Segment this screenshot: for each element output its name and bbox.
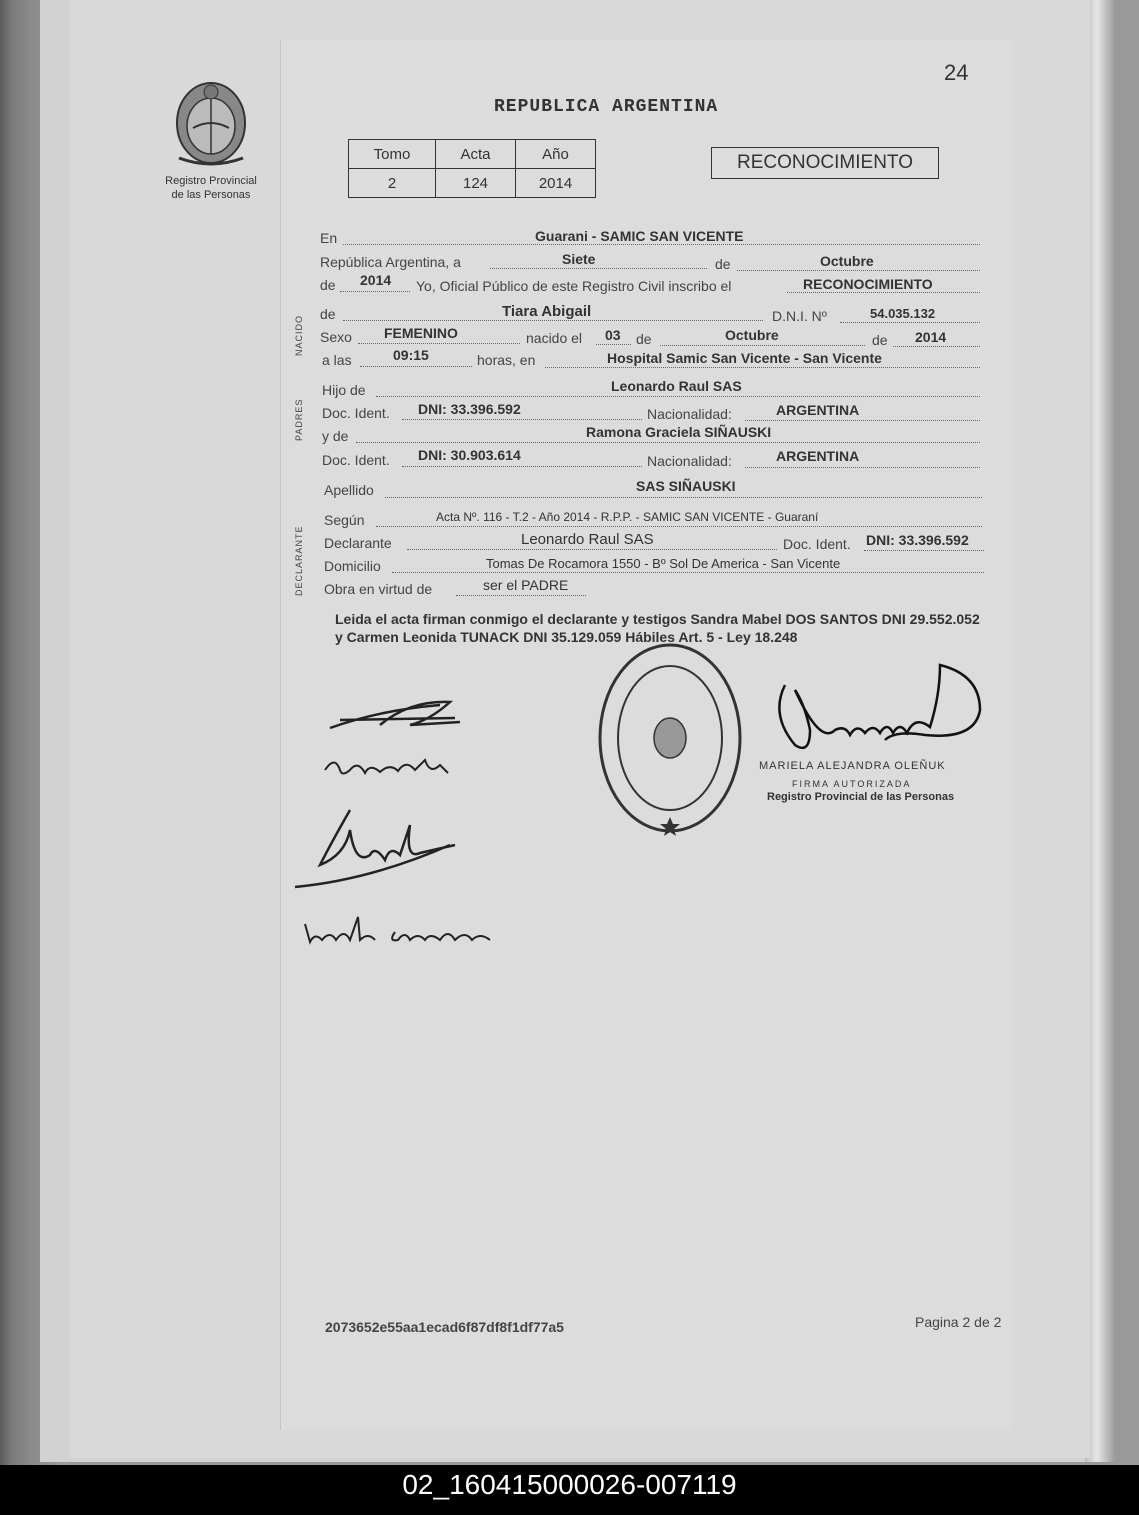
value-obra: ser el PADRE — [483, 577, 569, 593]
act-type-box: RECONOCIMIENTO — [711, 147, 939, 179]
registry-stamp-icon — [596, 641, 746, 836]
dots — [737, 270, 980, 271]
dots — [407, 549, 777, 550]
label-de-dia: de — [636, 331, 652, 347]
value-nac-anio: 2014 — [915, 329, 947, 345]
dots — [545, 367, 980, 368]
value-mes: Octubre — [820, 253, 874, 269]
value-acta: 124 — [436, 169, 516, 198]
label-de-mes: de — [715, 256, 731, 272]
label-hijo-de: Hijo de — [322, 382, 366, 398]
label-de-nombre: de — [320, 306, 336, 322]
label-y-de: y de — [322, 428, 349, 444]
dots — [745, 467, 980, 468]
value-tomo: 2 — [349, 169, 436, 198]
dots — [343, 244, 980, 245]
dots — [490, 268, 707, 269]
value-tipo: RECONOCIMIENTO — [803, 276, 933, 292]
dots — [745, 420, 980, 421]
dots — [385, 497, 982, 498]
label-nacionalidad: Nacionalidad: — [647, 406, 732, 422]
file-id-bar — [0, 1465, 1139, 1515]
page-indicator: Pagina 2 de 2 — [915, 1314, 1002, 1330]
value-anio: 2014 — [516, 169, 596, 198]
label-domicilio: Domicilio — [324, 558, 381, 574]
dots — [340, 291, 410, 292]
header-tomo: Tomo — [349, 140, 436, 169]
value-apellido: SAS SIÑAUSKI — [636, 478, 736, 494]
label-republica: República Argentina, a — [320, 254, 461, 270]
value-sexo: FEMENINO — [384, 325, 458, 341]
label-nacido-el: nacido el — [526, 330, 583, 346]
value-dia: Siete — [562, 251, 596, 267]
document-hash: 2073652e55aa1ecad6f87df8f1df77a5 — [325, 1319, 564, 1335]
dots — [376, 526, 982, 527]
value-declarante: Leonardo Raul SAS — [521, 531, 654, 548]
dots — [360, 366, 472, 367]
value-anio: 2014 — [360, 272, 392, 288]
file-id: 02_160415000026-007119 — [402, 1469, 737, 1500]
registry-table — [348, 139, 596, 198]
dots — [356, 442, 980, 443]
dots — [660, 345, 865, 346]
value-lugar-nac: Hospital Samic San Vicente - San Vicente — [607, 350, 882, 366]
coat-of-arms-icon — [169, 78, 253, 168]
value-madre-nac: ARGENTINA — [776, 448, 860, 464]
signature-3-icon — [290, 805, 465, 900]
crest-label-1: Registro Provincial — [165, 175, 257, 187]
side-label-nacido: NACIDO — [294, 314, 304, 356]
value-nac-mes: Octubre — [725, 327, 779, 343]
label-de-anio: de — [320, 277, 336, 293]
dots — [343, 320, 763, 321]
value-padre: Leonardo Raul SAS — [611, 378, 742, 394]
header-anio: Año — [516, 140, 596, 169]
value-declarante-doc: DNI: 33.396.592 — [866, 532, 969, 548]
dots — [893, 346, 980, 347]
value-dni: 54.035.132 — [870, 306, 936, 321]
label-horas-en: horas, en — [477, 352, 536, 368]
dots — [358, 343, 520, 344]
dots — [864, 550, 984, 551]
page-number: 24 — [944, 60, 969, 85]
side-label-padres: PADRES — [294, 398, 304, 441]
value-nombre: Tiara Abigail — [502, 303, 592, 320]
value-hora: 09:15 — [393, 347, 429, 363]
dots — [402, 419, 642, 420]
official-org: Registro Provincial de las Personas — [767, 791, 955, 803]
signature-4-icon — [300, 912, 500, 952]
document-title: REPUBLICA ARGENTINA — [494, 97, 719, 117]
label-oficial: Yo, Oficial Público de este Registro Civil inscribo el — [416, 278, 732, 294]
dots — [787, 292, 980, 293]
label-apellido: Apellido — [324, 482, 374, 498]
signature-2-icon — [320, 745, 460, 785]
dots — [840, 322, 980, 323]
value-madre-doc: DNI: 30.903.614 — [418, 447, 521, 463]
value-domicilio: Tomas De Rocamora 1550 - Bº Sol De America - San Vicente — [486, 556, 841, 571]
crest-label-2: de las Personas — [171, 189, 251, 201]
signature-1-icon — [320, 690, 470, 740]
label-de-anio2: de — [872, 332, 888, 348]
official-signature-icon — [765, 655, 990, 765]
closing-statement: Leida el acta firman conmigo el declarante y testigos Sandra Mabel DOS SANTOS DNI 29.552.052 y Carmen Leonida TUNACK DNI 35.129.059 Hábiles Art. 5 - Ley 18.248 — [335, 611, 980, 645]
value-madre: Ramona Graciela SIÑAUSKI — [586, 424, 772, 440]
value-segun: Acta Nº. 116 - T.2 - Año 2014 - R.P.P. - SAMIC SAN VICENTE - Guaraní — [436, 510, 819, 524]
label-sexo: Sexo — [320, 329, 352, 345]
side-label-declarante: DECLARANTE — [294, 525, 304, 596]
dots — [596, 344, 631, 345]
value-padre-nac: ARGENTINA — [776, 402, 860, 418]
dots — [456, 595, 586, 596]
official-role: FIRMA AUTORIZADA — [792, 779, 912, 789]
label-doc-ident3: Doc. Ident. — [783, 536, 851, 552]
dots — [376, 396, 980, 397]
official-name: MARIELA ALEJANDRA OLEÑUK — [759, 760, 946, 772]
dots — [402, 466, 642, 467]
dots — [392, 572, 984, 573]
value-nac-dia: 03 — [605, 327, 621, 343]
label-declarante: Declarante — [324, 535, 392, 551]
value-lugar: Guarani - SAMIC SAN VICENTE — [535, 228, 744, 244]
label-a-las: a las — [322, 352, 352, 368]
header-acta: Acta — [436, 140, 516, 169]
label-segun: Según — [324, 512, 365, 528]
crest — [160, 78, 262, 201]
value-padre-doc: DNI: 33.396.592 — [418, 401, 521, 417]
label-doc-ident2: Doc. Ident. — [322, 452, 390, 468]
label-obra: Obra en virtud de — [324, 581, 433, 597]
label-doc-ident: Doc. Ident. — [322, 405, 390, 421]
label-dni: D.N.I. Nº — [772, 308, 827, 324]
label-nacionalidad2: Nacionalidad: — [647, 453, 732, 469]
label-en: En — [320, 230, 338, 246]
